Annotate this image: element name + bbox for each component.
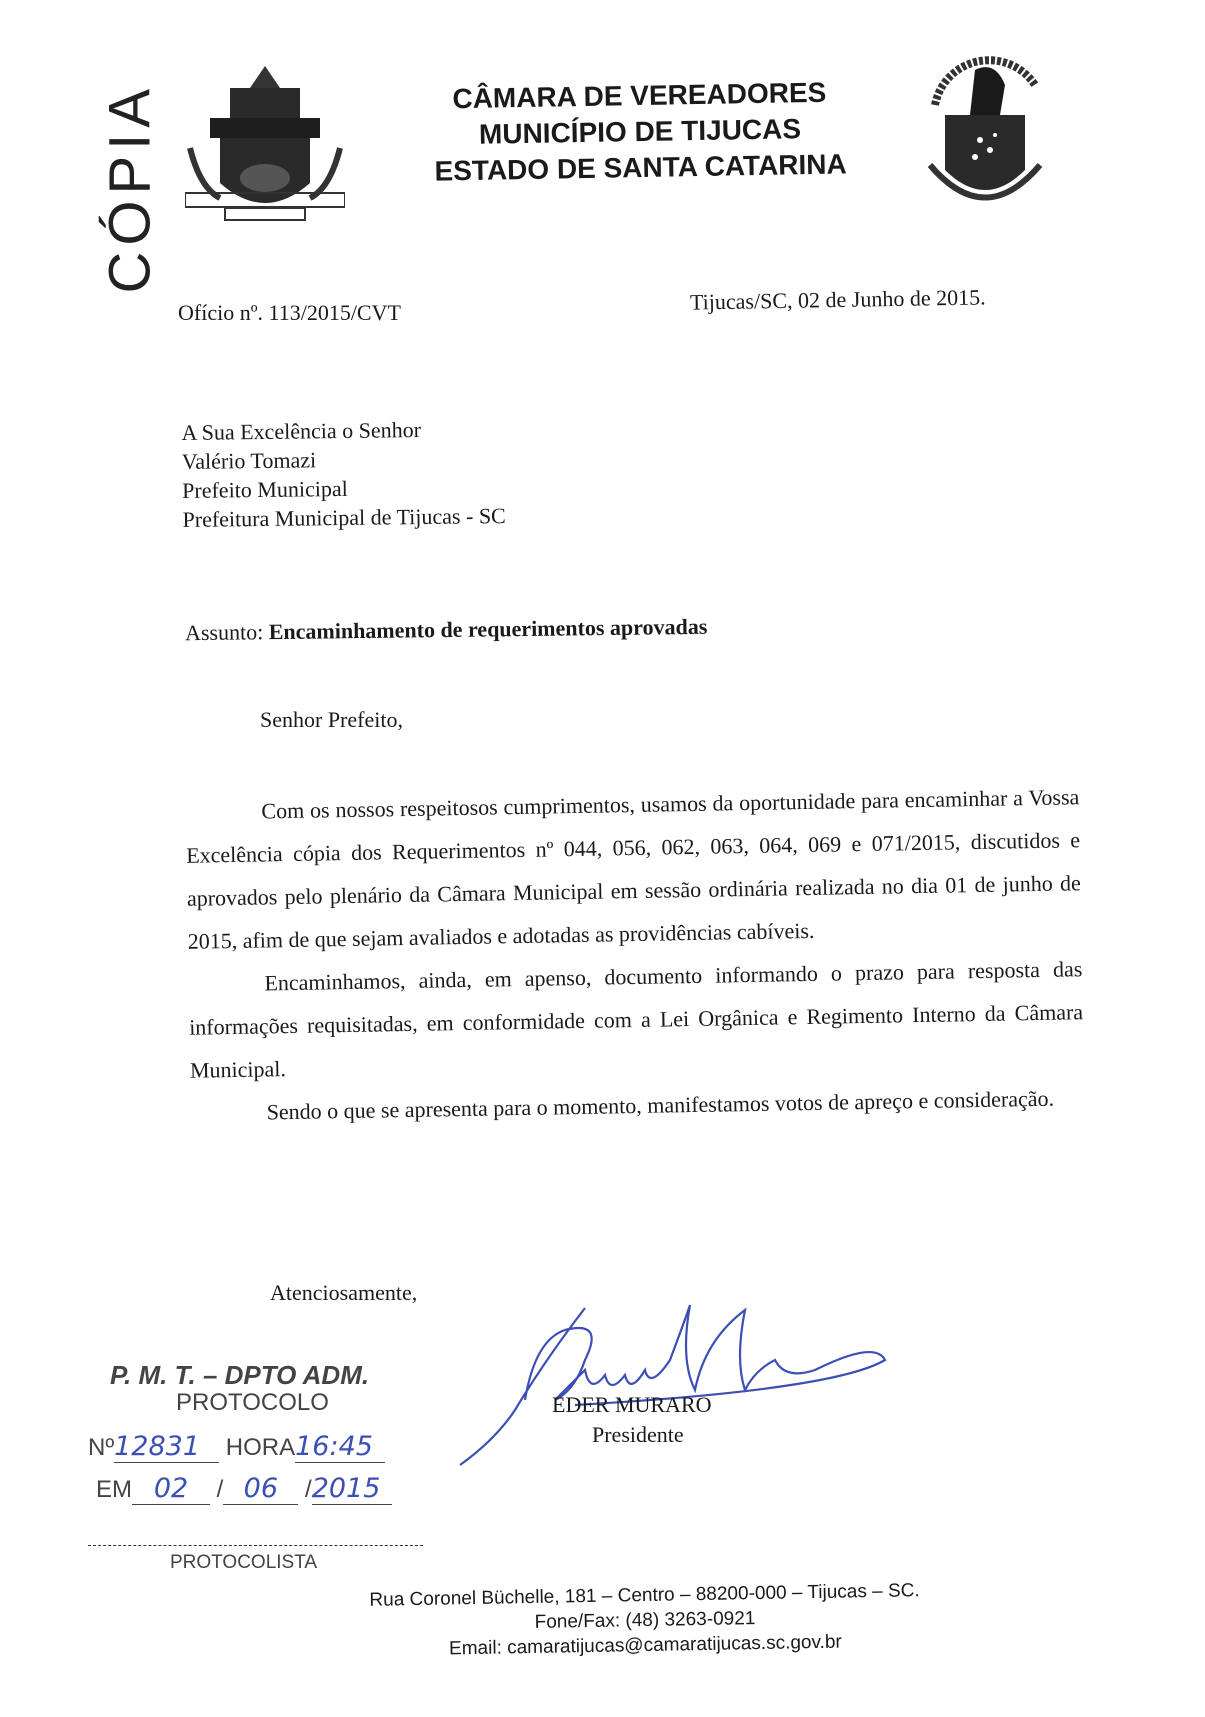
time-label: HORA bbox=[225, 1434, 296, 1461]
recipient-line: Valério Tomazi bbox=[181, 447, 317, 474]
header-line: CÂMARA DE VEREADORES bbox=[452, 76, 827, 115]
recipient-block bbox=[181, 414, 506, 534]
protocol-stamp bbox=[88, 1360, 428, 1574]
reference-number: Ofício nº. 113/2015/CVT bbox=[178, 300, 401, 325]
date-separator: / bbox=[305, 1476, 312, 1503]
protocol-day: 02 bbox=[132, 1473, 210, 1505]
municipal-coat-of-arms-logo bbox=[185, 58, 345, 228]
footer-address: Rua Coronel Büchelle, 181 – Centro – 88200-000 – Tijucas – SC. bbox=[369, 1580, 920, 1611]
stamp-number-row bbox=[88, 1431, 428, 1463]
date-separator: / bbox=[216, 1476, 224, 1503]
header-line: ESTADO DE SANTA CATARINA bbox=[434, 148, 847, 187]
letter-date: Tijucas/SC, 02 de Junho de 2015. bbox=[689, 284, 986, 315]
stamp-title: PROTOCOLO bbox=[176, 1389, 329, 1416]
signatory-name: EDER MURARO bbox=[552, 1392, 712, 1417]
signatory-title: Presidente bbox=[592, 1422, 684, 1447]
copy-watermark: CÓPIA bbox=[97, 83, 163, 294]
stamp-date-row bbox=[88, 1473, 428, 1505]
body-paragraph: Sendo o que se apresenta para o momento, manifestamos votos de apreço e consideração. bbox=[266, 1085, 1055, 1125]
protocol-number: 12831 bbox=[114, 1431, 219, 1463]
number-label: Nº bbox=[88, 1434, 115, 1461]
letterhead-footer bbox=[329, 1578, 960, 1664]
salutation: Senhor Prefeito, bbox=[260, 707, 403, 732]
footer-phone: Fone/Fax: (48) 3263-0921 bbox=[534, 1608, 756, 1633]
stamp-signature-line bbox=[88, 1545, 423, 1546]
header-line: MUNICÍPIO DE TIJUCAS bbox=[478, 113, 802, 150]
date-label: EM bbox=[96, 1476, 132, 1503]
letter-body bbox=[185, 775, 1085, 1135]
recipient-line: A Sua Excelência o Senhor bbox=[181, 417, 422, 445]
letterhead-title bbox=[379, 73, 901, 190]
recipient-line: Prefeito Municipal bbox=[182, 475, 348, 503]
stamp-footer: PROTOCOLISTA bbox=[170, 1552, 318, 1573]
subject-line bbox=[185, 614, 708, 646]
subject-label: Assunto: bbox=[184, 619, 264, 646]
stamp-department: P. M. T. – DPTO ADM. bbox=[110, 1360, 370, 1390]
body-paragraph: Com os nossos respeitosos cumprimentos, usamos da oportunidade para encaminhar a Vossa Excelência cópia dos Requerimentos nº 044, 056, 062, 063, 064, 069 e 071/2015, discutidos e aprovados pelo plenário da Câmara Municipal em sessão ordinária realizada no dia 01 de junho de 2015, afim de que sejam avaliados e adotadas as providências cabíveis. bbox=[185, 784, 1082, 954]
subject-text: Encaminhamento de requerimentos aprovadas bbox=[268, 613, 708, 645]
protocol-time: 16:45 bbox=[295, 1431, 385, 1463]
legislative-seal-logo bbox=[920, 45, 1050, 215]
recipient-line: Prefeitura Municipal de Tijucas - SC bbox=[182, 503, 506, 532]
protocol-year: 2015 bbox=[312, 1473, 392, 1505]
body-paragraph: Encaminhamos, ainda, em apenso, documento informando o prazo para resposta das informações requisitadas, em conformidade com a Lei Orgânica e Regimento Interno da Câmara Municipal. bbox=[188, 956, 1084, 1083]
closing: Atenciosamente, bbox=[270, 1280, 418, 1305]
protocol-month: 06 bbox=[223, 1473, 298, 1505]
footer-email: Email: camaratijucas@camaratijucas.sc.gov.br bbox=[448, 1631, 842, 1660]
